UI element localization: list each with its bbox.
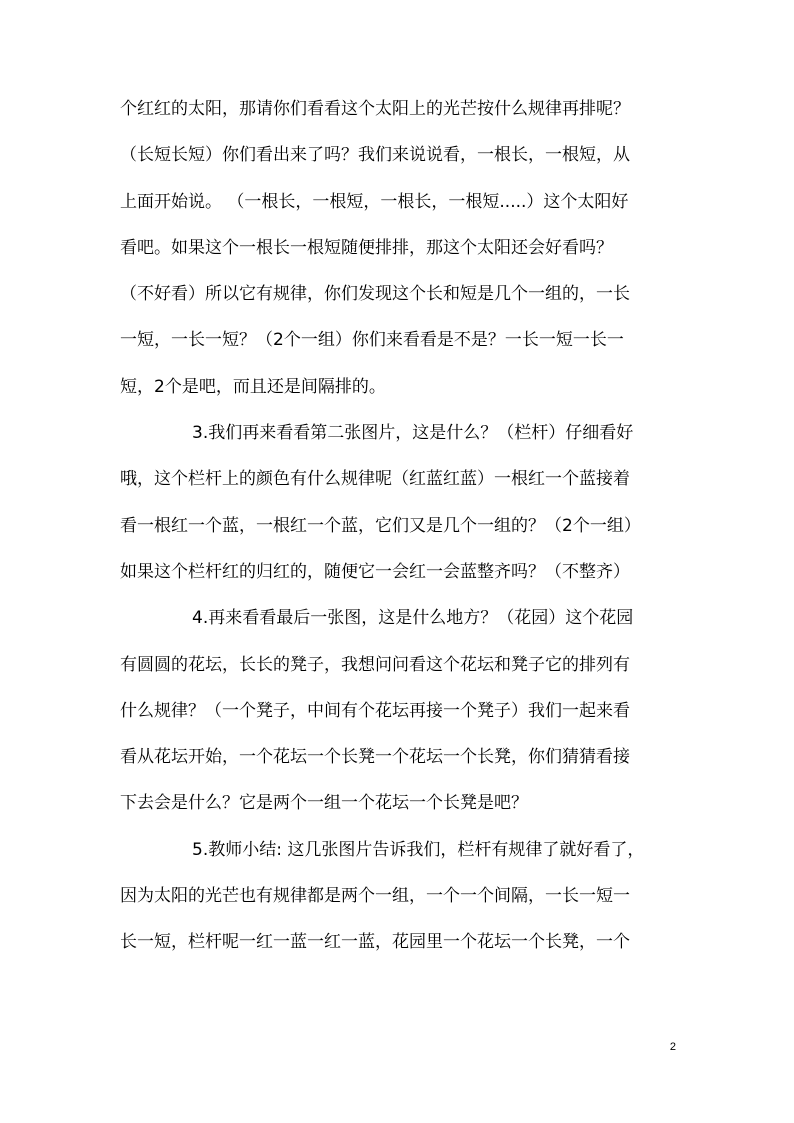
text-line: 什么规律？（一个凳子，中间有个花坛再接一个凳子）我们一起来看 [120,700,630,721]
text-line: 看一根红一个蓝，一根红一个蓝，它们又是几个一组的？（2个一组） [120,515,641,536]
text-line: 看从花坛开始，一个花坛一个长凳一个花坛一个长凳，你们猜猜看接 [120,747,630,768]
paragraph-start-line: 4.再来看看最后一张图，这是什么地方？（花园）这个花园 [192,608,634,629]
text-line: 如果这个栏杆红的归红的，随便它一会红一会蓝整齐吗？（不整齐） [120,561,630,582]
text-line: （不好看）所以它有规律，你们发现这个长和短是几个一组的，一长 [120,284,630,305]
page-number: 2 [669,1041,676,1053]
text-line: 一短，一长一短？（2个一组）你们来看看是不是？一长一短一长一 [120,330,624,351]
text-line: 上面开始说。 （一根长，一根短，一根长，一根短.....）这个太阳好 [120,191,629,212]
text-line: 个红红的太阳，那请你们看看这个太阳上的光芒按什么规律再排呢？ [120,99,630,119]
text-line: 短，2个是吧，而且还是间隔排的。 [120,376,386,397]
paragraph-start-line: 5.教师小结: 这几张图片告诉我们，栏杆有规律了就好看了， [192,839,645,860]
text-line: 哦，这个栏杆上的颜色有什么规律呢（红蓝红蓝）一根红一个蓝接着 [120,469,630,490]
body-text [120,86,682,966]
text-line: 看吧。如果这个一根长一根短随便排排，那这个太阳还会好看吗？ [120,237,613,258]
text-line: （长短长短）你们看出来了吗？我们来说说看，一根长，一根短，从 [120,145,630,166]
text-line: 下去会是什么？它是两个一组一个花坛一个长凳是吧？ [120,793,528,814]
paragraph-start-line: 3.我们再来看看第二张图片，这是什么？（栏杆）仔细看好 [192,423,634,444]
text-line: 有圆圆的花坛，长长的凳子，我想问问看这个花坛和凳子它的排列有 [120,654,630,675]
text-line: 长一短，栏杆呢一红一蓝一红一蓝，花园里一个花坛一个长凳，一个 [120,932,630,953]
text-line: 因为太阳的光芒也有规律都是两个一组，一个一个间隔，一长一短一 [120,886,630,907]
